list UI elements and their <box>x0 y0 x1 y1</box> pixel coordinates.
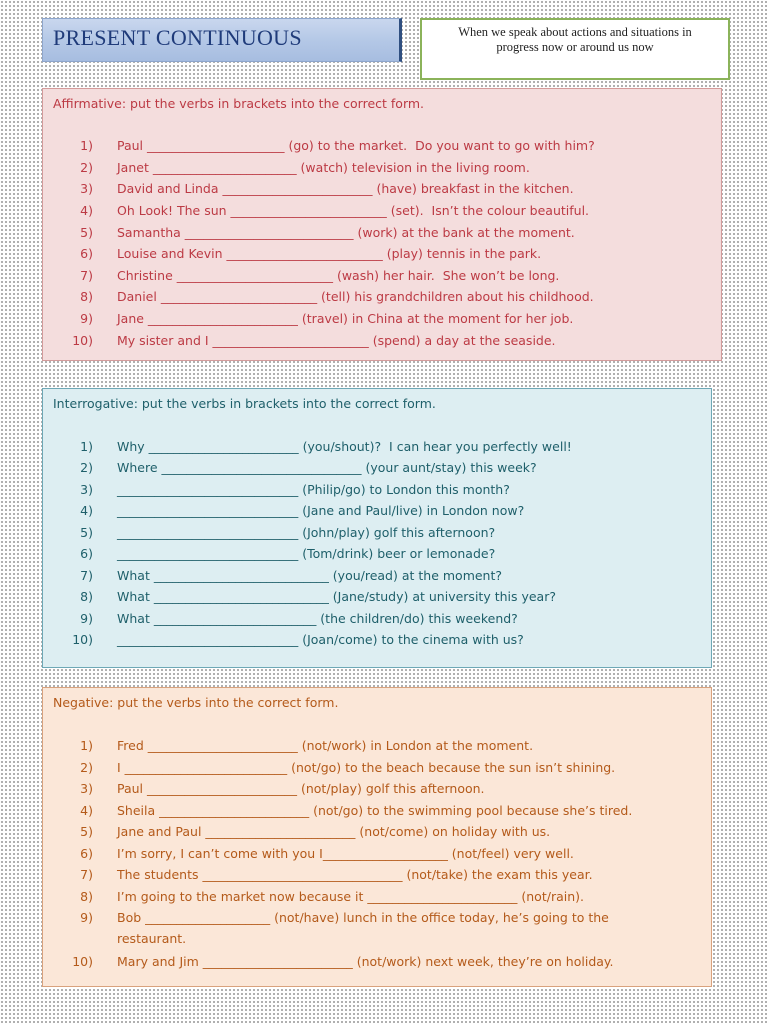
item-number: 7) <box>80 867 93 882</box>
item-sentence: _____________________________ (Jane and Paul/live) in London now? <box>117 503 525 518</box>
item-sentence: Daniel _________________________ (tell) his grandchildren about his childhood. <box>117 289 594 304</box>
item-sentence: I’m going to the market now because it ________________________ (not/rain). <box>117 889 584 904</box>
item-sentence: Mary and Jim ________________________ (not/work) next week, they’re on holiday. <box>117 954 614 969</box>
exercise-item <box>43 867 711 887</box>
item-number: 5) <box>80 525 93 540</box>
item-number: 2) <box>80 760 93 775</box>
item-number: 10) <box>72 954 93 969</box>
item-sentence: _____________________________ (Joan/come) to the cinema with us? <box>117 632 524 647</box>
item-number: 5) <box>80 824 93 839</box>
item-sentence: My sister and I _________________________ (spend) a day at the seaside. <box>117 333 556 348</box>
item-sentence: _____________________________ (John/play) golf this afternoon? <box>117 525 496 540</box>
exercise-item <box>43 439 711 459</box>
item-number: 9) <box>80 910 93 925</box>
exercise-item <box>43 203 721 223</box>
item-number: 2) <box>80 160 93 175</box>
item-number: 10) <box>72 333 93 348</box>
exercise-item <box>43 181 721 201</box>
item-sentence: Why ________________________ (you/shout)? I can hear you perfectly well! <box>117 439 572 454</box>
item-sentence: Oh Look! The sun _________________________ (set). Isn’t the colour beautiful. <box>117 203 590 218</box>
exercise-item <box>43 225 721 245</box>
exercise-item <box>43 482 711 502</box>
exercise-item <box>43 138 721 158</box>
item-number: 4) <box>80 803 93 818</box>
exercise-item <box>43 503 711 523</box>
exercise-item <box>43 846 711 866</box>
item-sentence: Samantha ___________________________ (work) at the bank at the moment. <box>117 225 575 240</box>
exercise-item <box>43 589 711 609</box>
exercise-item <box>43 289 721 309</box>
item-sentence-continuation: restaurant. <box>117 931 187 946</box>
exercise-item <box>43 246 721 266</box>
item-number: 6) <box>80 546 93 561</box>
interrogative-heading: Interrogative: put the verbs in brackets into the correct form. <box>53 396 436 411</box>
item-number: 1) <box>80 138 93 153</box>
exercise-item <box>43 738 711 758</box>
item-sentence: What ____________________________ (you/read) at the moment? <box>117 568 503 583</box>
negative-heading: Negative: put the verbs into the correct form. <box>53 695 339 710</box>
item-sentence: What __________________________ (the children/do) this weekend? <box>117 611 518 626</box>
exercise-item <box>43 910 711 952</box>
item-number: 10) <box>72 632 93 647</box>
item-sentence: Where ________________________________ (your aunt/stay) this week? <box>117 460 537 475</box>
exercise-item <box>43 632 711 652</box>
exercise-item <box>43 803 711 823</box>
item-number: 1) <box>80 439 93 454</box>
item-number: 6) <box>80 846 93 861</box>
item-sentence: What ____________________________ (Jane/study) at university this year? <box>117 589 556 604</box>
item-sentence: _____________________________ (Philip/go) to London this month? <box>117 482 510 497</box>
item-number: 8) <box>80 589 93 604</box>
item-number: 1) <box>80 738 93 753</box>
exercise-item <box>43 311 721 331</box>
definition-text: When we speak about actions and situations in progress now or around us now <box>458 25 692 54</box>
exercise-item <box>43 333 721 353</box>
item-sentence: Jane ________________________ (travel) in China at the moment for her job. <box>117 311 574 326</box>
item-sentence: Christine _________________________ (wash) her hair. She won’t be long. <box>117 268 560 283</box>
item-number: 7) <box>80 268 93 283</box>
definition-box <box>420 18 730 80</box>
negative-section <box>42 687 712 987</box>
item-number: 5) <box>80 225 93 240</box>
exercise-item <box>43 824 711 844</box>
item-number: 4) <box>80 203 93 218</box>
exercise-item <box>43 611 711 631</box>
item-number: 8) <box>80 889 93 904</box>
item-sentence: Jane and Paul ________________________ (not/come) on holiday with us. <box>117 824 551 839</box>
exercise-item <box>43 525 711 545</box>
exercise-item <box>43 781 711 801</box>
exercise-item <box>43 954 711 974</box>
item-number: 3) <box>80 781 93 796</box>
item-sentence: The students ________________________________ (not/take) the exam this year. <box>117 867 593 882</box>
item-number: 9) <box>80 311 93 326</box>
exercise-item <box>43 460 711 480</box>
item-number: 8) <box>80 289 93 304</box>
affirmative-heading: Affirmative: put the verbs in brackets into the correct form. <box>53 96 425 111</box>
item-sentence: Bob ____________________ (not/have) lunch in the office today, he’s going to the <box>117 910 609 925</box>
item-sentence: Louise and Kevin _________________________ (play) tennis in the park. <box>117 246 542 261</box>
item-number: 6) <box>80 246 93 261</box>
item-sentence: David and Linda ________________________ (have) breakfast in the kitchen. <box>117 181 574 196</box>
exercise-item <box>43 268 721 288</box>
exercise-item <box>43 546 711 566</box>
item-number: 3) <box>80 482 93 497</box>
item-number: 7) <box>80 568 93 583</box>
item-sentence: Paul ______________________ (go) to the market. Do you want to go with him? <box>117 138 595 153</box>
exercise-item <box>43 568 711 588</box>
exercise-item <box>43 889 711 909</box>
item-number: 3) <box>80 181 93 196</box>
item-sentence: Janet _______________________ (watch) television in the living room. <box>117 160 530 175</box>
interrogative-section <box>42 388 712 668</box>
item-sentence: I __________________________ (not/go) to the beach because the sun isn’t shining. <box>117 760 616 775</box>
affirmative-section <box>42 88 722 361</box>
item-number: 9) <box>80 611 93 626</box>
item-sentence: Fred ________________________ (not/work) in London at the moment. <box>117 738 534 753</box>
item-number: 2) <box>80 460 93 475</box>
title-banner <box>42 18 402 62</box>
item-sentence: I’m sorry, I can’t come with you I____________________ (not/feel) very well. <box>117 846 574 861</box>
item-sentence: Sheila ________________________ (not/go) to the swimming pool because she’s tired. <box>117 803 633 818</box>
item-number: 4) <box>80 503 93 518</box>
exercise-item <box>43 160 721 180</box>
item-sentence: _____________________________ (Tom/drink) beer or lemonade? <box>117 546 496 561</box>
exercise-item <box>43 760 711 780</box>
item-sentence: Paul ________________________ (not/play) golf this afternoon. <box>117 781 485 796</box>
page-title: PRESENT CONTINUOUS <box>53 25 302 50</box>
